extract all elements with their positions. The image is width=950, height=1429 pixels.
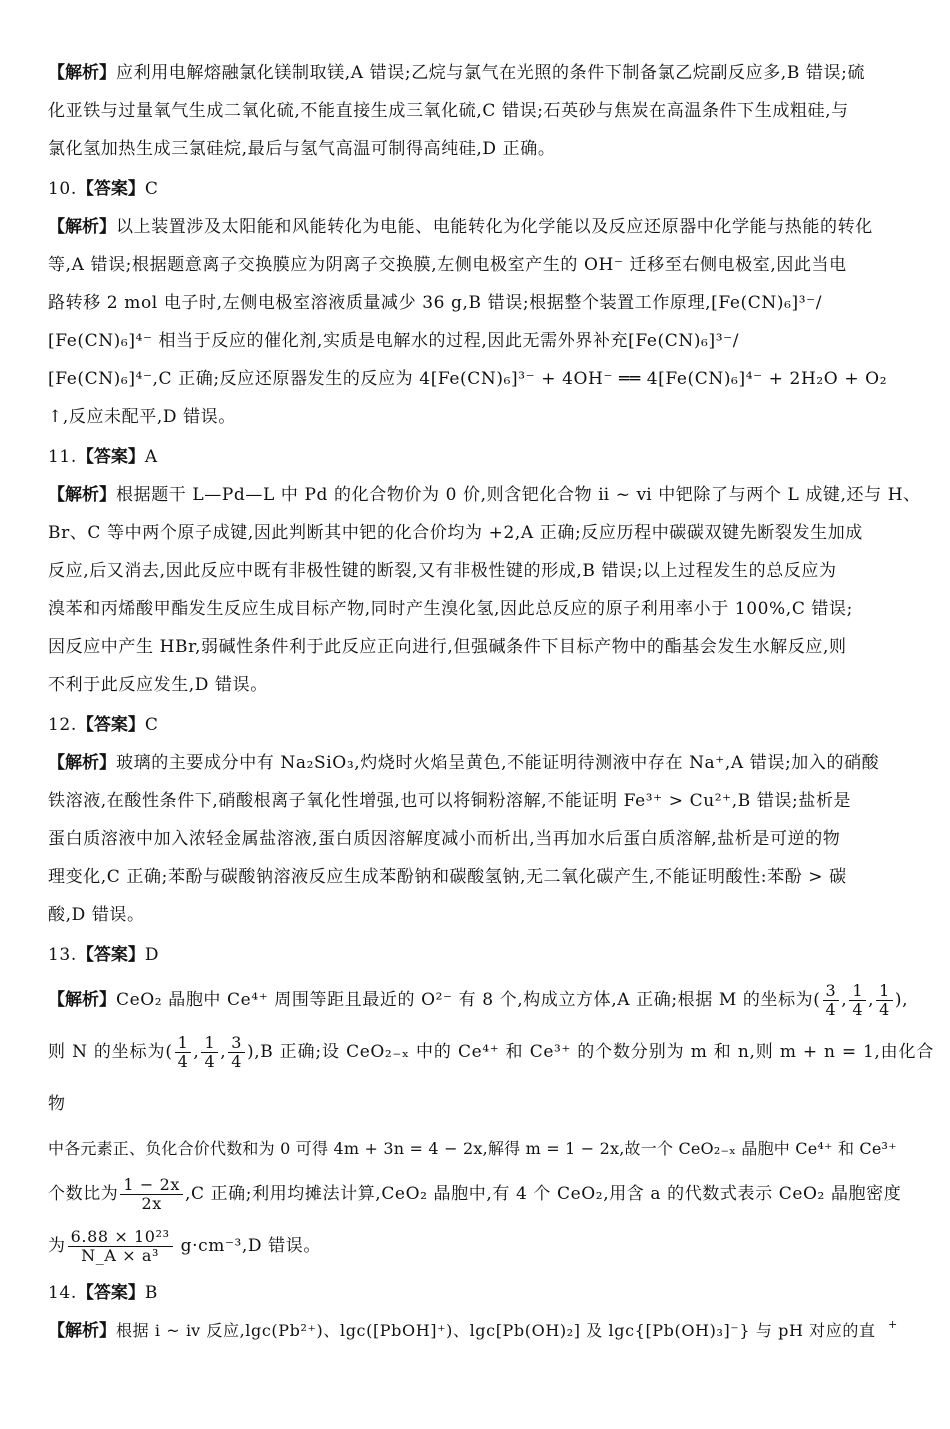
explanation-label: 【解析】 [48,753,116,773]
q12-line-1: 玻璃的主要成分中有 Na₂SiO₃,灼烧时火焰呈黄色,不能证明待测液中存在 Na⁺,A 错误;加入的硝酸 [116,753,880,773]
answer-value: C [144,179,159,199]
answer-explanation-page [48,52,934,1350]
fraction-density: $\frac{\text{6.88 × 10²³}}{\text{N\_A × a³}}$ [68,1228,173,1265]
q14-line-1: 根据 ⅰ ~ ⅳ 反应,lgc(Pb²⁺)、lgc([PbOH]⁺)、lgc[Pb(OH)₂] 及 lgc{[Pb(OH)₃]⁻} 与 pH 对应的直 [116,1321,876,1340]
answer-label: 【答案】 [76,179,145,199]
q13-line-4b: ,C 正确;利用均摊法计算,CeO₂ 晶胞中,有 4 个 CeO₂,用含 a 的代数式表示 CeO₂ 晶胞密度 [184,1184,902,1204]
q13-line-3: 中各元素正、负化合价代数和为 0 可得 4m + 3n = 4 − 2x,解得 m = 1 − 2x,故一个 CeO₂₋ₓ 晶胞中 Ce⁴⁺ 和 Ce³⁺ [48,1139,897,1158]
fraction-n-x: $\frac{1}{4}$ [175,1034,192,1071]
answer-label: 【答案】 [76,945,145,965]
answer-label: 【答案】 [76,1283,145,1303]
q13-line-4a: 个数比为 [48,1184,119,1204]
explanation-label: 【解析】 [48,63,116,83]
q12-line-5: 酸,D 错误。 [48,905,145,925]
fraction-m-z: $\frac{1}{4}$ [876,982,893,1019]
q11-line-2: Br、C 等中两个原子成键,因此判断其中钯的化合价均为 +2,A 正确;反应历程中碳碳双键先断裂发生加成 [48,523,863,543]
q9-line-3: 氯化氢加热生成三氯硅烷,最后与氢气高温可制得高纯硅,D 正确。 [48,139,556,159]
q9-line-2: 化亚铁与过量氧气生成二氧化硫,不能直接生成三氧化硫,C 错误;石英砂与焦炭在高温条件下生成粗硅,与 [48,101,849,121]
question-number: 10. [48,179,77,199]
footer-mark: + [888,1318,898,1331]
q11-line-1: 根据题干 L—Pd—L 中 Pd 的化合物价为 0 价,则含钯化合物 ⅱ ~ ⅵ 中钯除了与两个 L 成键,还与 H、 [116,485,921,505]
fraction-n-z: $\frac{3}{4}$ [228,1034,245,1071]
fraction-m-y: $\frac{1}{4}$ [849,982,866,1019]
q13-line-1b: ), [894,990,909,1010]
fraction-m-x: $\frac{3}{4}$ [823,982,840,1019]
q10-line-2: 等,A 错误;根据题意离子交换膜应为阴离子交换膜,左侧电极室产生的 OH⁻ 迁移至右侧电极室,因此当电 [48,255,847,275]
question-number: 14. [48,1283,77,1303]
q13-line-5b: g·cm⁻³,D 错误。 [174,1236,321,1256]
question-number: 13. [48,945,77,965]
explanation-label: 【解析】 [48,485,116,505]
q13-line-2a: 则 N 的坐标为( [48,1042,173,1062]
question-9-explanation [48,54,934,168]
question-13: 13.【答案】D 【解析】CeO₂ 晶胞中 Ce⁴⁺ 周围等距且最近的 O²⁻ 有 8 个,构成立方体,A 正确;根据 M 的坐标为( $\frac{3}{4}$ , $\frac{1}{4}$ , $\frac{1}{4}$ ), 则 N 的坐标为( $\frac{1}{4}$ , $\frac{1}{4}$ , $\frac{3}{4}$ ),B 正确;设 CeO₂₋ₓ 中的 Ce⁴⁺ 和 Ce³⁺ 的个数分别为 m 和 n,则 m + n = 1,由化合物 中各元素正、负化合价代数和为 0 可得 4m + 3n = 4 − 2x,解得 m = 1 − 2x,故一个 CeO₂₋ₓ 晶胞中 Ce⁴⁺ 和 Ce³⁺ 个数比为 $\frac{1 - 2x}{2x}$ ,C 正确;利用均摊法计算,CeO₂ 晶胞中,有 4 个 CeO₂,用含 a 的代数式表示 CeO₂ 晶胞密度 为 $\frac{\text{6.88 × 10²³}}{\text{N\_A × a³}}$ g·cm⁻³,D 错误。 [48,945,935,1265]
q12-line-2: 铁溶液,在酸性条件下,硝酸根离子氧化性增强,也可以将铜粉溶解,不能证明 Fe³⁺ > Cu²⁺,B 错误;盐析是 [48,791,852,811]
fraction-n-y: $\frac{1}{4}$ [201,1034,218,1071]
answer-value: B [144,1283,158,1303]
q9-line-1: 应利用电解熔融氯化镁制取镁,A 错误;乙烷与氯气在光照的条件下制备氯乙烷副反应多,B 错误;硫 [116,63,866,83]
q10-line-1: 以上装置涉及太阳能和风能转化为电能、电能转化为化学能以及反应还原器中化学能与热能的转化 [116,217,873,237]
question-14 [48,1274,934,1350]
explanation-label: 【解析】 [48,1321,116,1341]
q13-line-1a: CeO₂ 晶胞中 Ce⁴⁺ 周围等距且最近的 O²⁻ 有 8 个,构成立方体,A 正确;根据 M 的坐标为( [116,990,821,1010]
question-12 [48,706,934,934]
answer-value: C [144,715,159,735]
q12-line-4: 理变化,C 正确;苯酚与碳酸钠溶液反应生成苯酚钠和碳酸氢钠,无二氧化碳产生,不能证明酸性:苯酚 > 碳 [48,867,847,887]
answer-value: D [144,945,160,965]
answer-label: 【答案】 [76,715,145,735]
q10-line-6: ↑,反应未配平,D 错误。 [48,407,236,427]
explanation-label: 【解析】 [48,217,116,237]
answer-label: 【答案】 [76,447,145,467]
q10-line-3: 路转移 2 mol 电子时,左侧电极室溶液质量减少 36 g,B 错误;根据整个装置工作原理,[Fe(CN)₆]³⁻/ [48,293,823,313]
explanation-label: 【解析】 [48,990,116,1010]
q13-line-2b: ),B 正确;设 CeO₂₋ₓ 中的 Ce⁴⁺ 和 Ce³⁺ 的个数分别为 m 和 n,则 m + n = 1,由化合物 [48,1042,935,1114]
question-number: 12. [48,715,77,735]
q10-line-5: [Fe(CN)₆]⁴⁻,C 正确;反应还原器发生的反应为 4[Fe(CN)₆]³⁻ + 4OH⁻ ══ 4[Fe(CN)₆]⁴⁻ + 2H₂O + O₂ [48,369,888,389]
q11-line-6: 不利于此反应发生,D 错误。 [48,675,268,695]
q11-line-3: 反应,后又消去,因此反应中既有非极性键的断裂,又有非极性键的形成,B 错误;以上过程发生的总反应为 [48,561,837,581]
question-11 [48,438,934,704]
question-number: 11. [48,447,77,467]
question-10 [48,170,934,436]
fraction-ratio: $\frac{1 - 2x}{2x}$ [120,1176,183,1213]
q10-line-4: [Fe(CN)₆]⁴⁻ 相当于反应的催化剂,实质是电解水的过程,因此无需外界补充[Fe(CN)₆]³⁻/ [48,331,740,351]
q12-line-3: 蛋白质溶液中加入浓轻金属盐溶液,蛋白质因溶解度减小而析出,当再加水后蛋白质溶解,盐析是可逆的物 [48,829,841,849]
q11-line-4: 溴苯和丙烯酸甲酯发生反应生成目标产物,同时产生溴化氢,因此总反应的原子利用率小于 100%,C 错误; [48,599,853,619]
q11-line-5: 因反应中产生 HBr,弱碱性条件利于此反应正向进行,但强碱条件下目标产物中的酯基会发生水解反应,则 [48,637,847,657]
answer-value: A [144,447,158,467]
q13-line-5a: 为 [48,1236,66,1256]
